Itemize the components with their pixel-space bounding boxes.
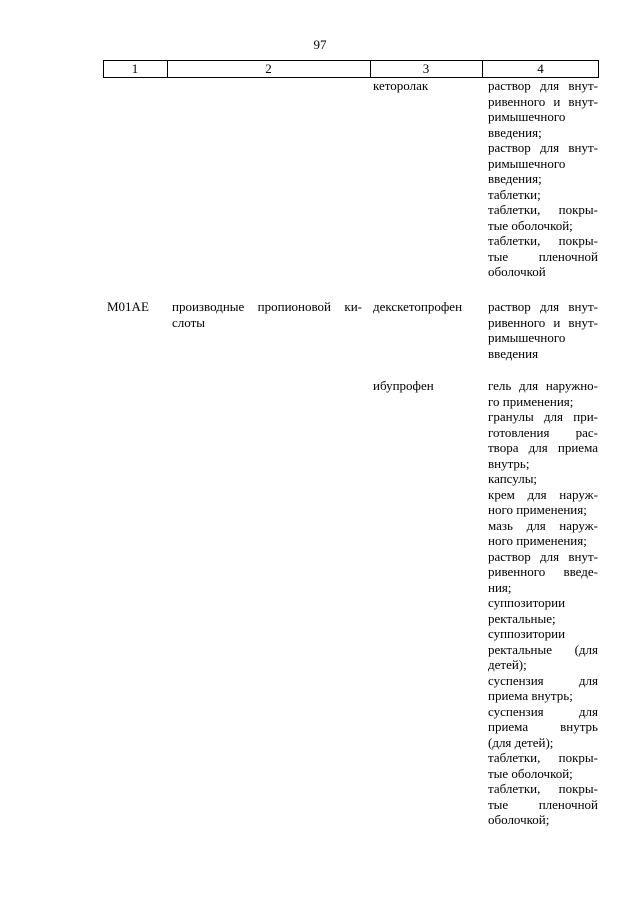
form-line: крем для наруж- [488,486,598,502]
form-line: оболочкой [488,264,546,279]
form-line: ривенного и внут- [488,314,598,330]
form-line: римышечного [488,330,566,345]
form-line: ния; [488,579,512,595]
group-line: слоты [172,314,206,330]
table-header-col-2: 2 [265,61,272,76]
form-line: детей); [488,657,527,672]
form-line: раствор для внут- [488,140,598,155]
form-line: введения [488,345,539,361]
form-line: тые оболочкой; [488,217,573,233]
form-line: приема внутрь; [488,688,573,703]
form-line: введения; [488,124,542,140]
form-line: введения; [488,171,542,186]
form-line: таблетки, покры- [488,750,598,765]
form-line: тые пленочной [488,796,598,812]
form-line: оболочкой; [488,812,550,827]
form-line: внутрь; [488,455,530,471]
table-row-drug: ибупрофен [373,378,434,393]
form-line: (для детей); [488,734,554,750]
form-line: раствор для внут- [488,299,598,314]
table-header-col-3: 3 [422,61,430,76]
form-line: ректальные (для [488,641,598,657]
form-line: ривенного и внут- [488,93,598,109]
form-line: твора для приема [488,440,598,455]
page-number: 97 [313,37,327,52]
form-line: суспензия для [488,703,598,719]
table-row-forms [488,78,598,280]
form-line: таблетки, покры- [488,233,598,248]
form-line: ректальные; [488,610,556,626]
form-line: тые оболочкой; [488,765,573,781]
form-line: раствор для внут- [488,548,598,564]
form-line: ного применения; [488,502,587,517]
form-line: приема внутрь [488,719,598,734]
form-line: тые пленочной [488,248,598,264]
table-header-row [103,60,599,78]
form-line: таблетки, покры- [488,781,598,796]
table-row-drug: кеторолак [373,78,429,93]
form-line: суппозитории [488,626,566,641]
group-line: производные пропионовой ки- [172,299,362,314]
table-header-col-1: 1 [131,61,139,76]
form-line: римышечного [488,155,566,171]
form-line: ного применения; [488,533,587,548]
form-line: римышечного [488,109,566,124]
table-header-col-4: 4 [537,61,544,76]
table-row-forms [488,299,598,361]
table-row-drug: декскетопрофен [373,299,463,314]
table-row-group [172,299,362,330]
form-line: таблетки, покры- [488,202,598,217]
table-row-code: M01AE [107,299,149,314]
form-line: го применения; [488,393,574,409]
table-row-forms [488,378,598,828]
form-line: раствор для внут- [488,78,598,93]
form-line: капсулы; [488,471,538,486]
form-line: гель для наружно- [488,378,598,393]
table-border [598,61,599,77]
form-line: готовления рас- [488,424,598,440]
form-line: суппозитории [488,595,566,610]
form-line: мазь для наруж- [488,517,598,533]
form-line: суспензия для [488,672,598,688]
form-line: таблетки; [488,186,541,202]
form-line: гранулы для при- [488,409,598,424]
form-line: ривенного введе- [488,564,598,579]
